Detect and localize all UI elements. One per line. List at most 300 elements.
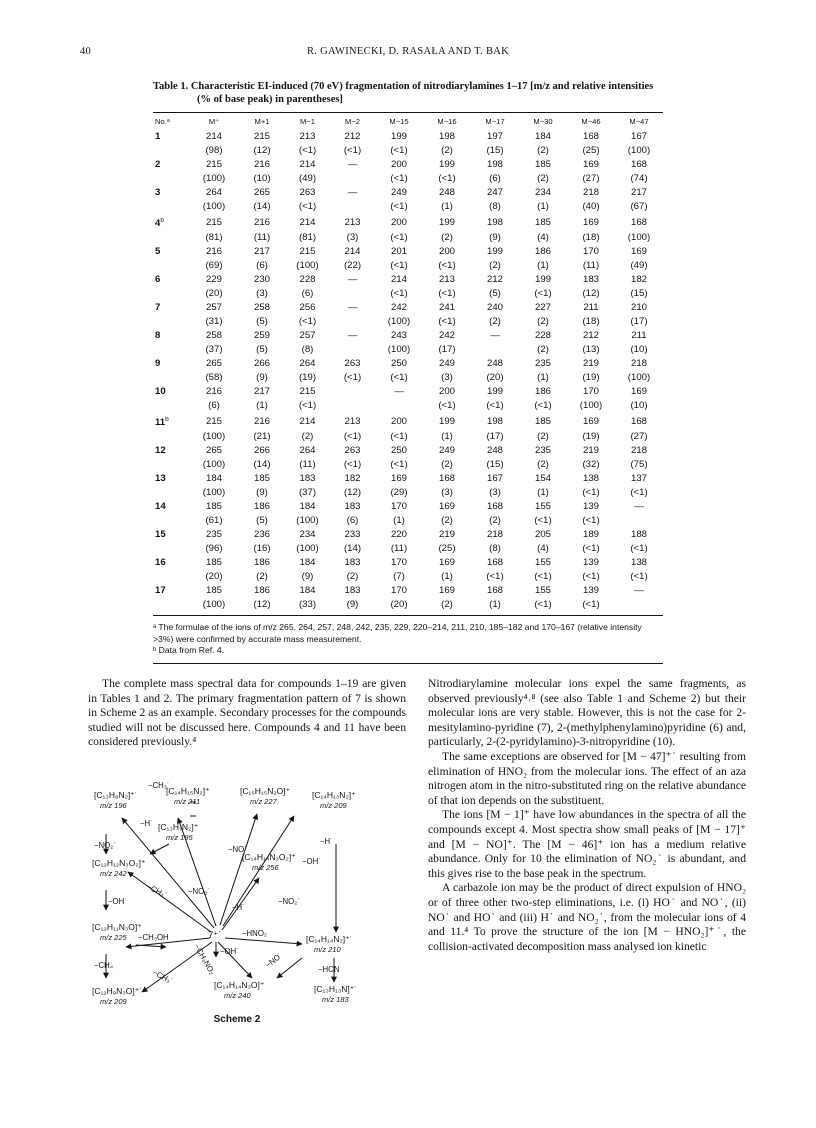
table-row bbox=[153, 385, 663, 399]
intensity-cell: (27) bbox=[630, 431, 648, 443]
table-row-intensity bbox=[153, 514, 663, 528]
mz-cell: 139 bbox=[582, 557, 599, 569]
mz-cell: 217 bbox=[253, 386, 270, 398]
compound-number: 11$^b$ bbox=[155, 416, 169, 429]
node-195-mz: m/z 195 bbox=[166, 833, 193, 842]
node-209-top-formula: [C₁₄H₁₃N₂]⁺ bbox=[312, 790, 356, 800]
mz-cell: 216 bbox=[253, 159, 270, 170]
mz-cell: 214 bbox=[390, 274, 407, 286]
loss-ch3-low: −CH₃˙ bbox=[151, 967, 175, 986]
intensity-cell: (<1) bbox=[343, 372, 362, 384]
table-row-intensity bbox=[153, 172, 663, 186]
mz-cell: 210 bbox=[630, 302, 647, 314]
mz-cell: 235 bbox=[205, 529, 222, 541]
node-183-formula: [C₁₃H₁₃N]⁺˙ bbox=[314, 984, 358, 994]
mz-cell: 168 bbox=[630, 159, 647, 170]
mz-cell: 189 bbox=[582, 529, 599, 541]
mz-cell: 170 bbox=[390, 585, 407, 597]
intensity-cell: (1) bbox=[441, 571, 453, 583]
mz-cell: 264 bbox=[299, 358, 316, 370]
compound-number: 13 bbox=[155, 473, 166, 485]
scheme-losses bbox=[94, 782, 339, 986]
table-row-intensity bbox=[153, 570, 663, 584]
intensity-cell: (25) bbox=[582, 145, 600, 156]
table-row bbox=[153, 186, 663, 200]
intensity-cell: (<1) bbox=[343, 145, 362, 156]
page-number: 40 bbox=[80, 46, 92, 57]
intensity-cell bbox=[471, 343, 519, 357]
intensity-cell: (100) bbox=[296, 260, 319, 272]
intensity-cell: (7) bbox=[393, 571, 405, 583]
table-row bbox=[153, 584, 663, 598]
intensity-cell: (74) bbox=[630, 173, 648, 184]
intensity-cell bbox=[375, 399, 423, 413]
mz-cell: 266 bbox=[253, 445, 270, 457]
intensity-cell: (1) bbox=[256, 400, 268, 412]
intensity-cell: (<1) bbox=[630, 571, 648, 583]
mz-cell: 137 bbox=[630, 473, 647, 485]
intensity-cell: (<1) bbox=[582, 515, 600, 527]
intensity-cell: (13) bbox=[582, 344, 600, 356]
column-header: M−46 bbox=[581, 117, 601, 126]
intensity-cell: (100) bbox=[202, 173, 226, 184]
empty-cell bbox=[153, 570, 189, 584]
mz-cell: 214 bbox=[299, 216, 316, 228]
mz-cell: 257 bbox=[299, 330, 316, 342]
mz-cell: 185 bbox=[205, 557, 222, 569]
running-head-authors: R. GAWINECKI, D. RASAŁA AND T. BAK bbox=[306, 46, 510, 57]
column-header: M+1 bbox=[254, 117, 270, 126]
mz-cell: 184 bbox=[299, 585, 316, 597]
mz-cell: 168 bbox=[486, 501, 503, 513]
mz-cell: 219 bbox=[582, 358, 599, 370]
mz-cell: 185 bbox=[534, 216, 551, 228]
intensity-cell: (14) bbox=[253, 201, 271, 212]
column-header: M−2 bbox=[345, 117, 360, 126]
mz-cell: 169 bbox=[582, 415, 599, 427]
mz-cell: 184 bbox=[299, 557, 316, 569]
loss-oh-right: −OH˙ bbox=[302, 857, 321, 866]
intensity-cell: (18) bbox=[582, 232, 600, 244]
table-row bbox=[153, 329, 663, 343]
intensity-cell: (3) bbox=[346, 232, 359, 244]
intensity-cell: (3) bbox=[256, 288, 268, 300]
intensity-cell: (10) bbox=[630, 344, 648, 356]
intensity-cell: (100) bbox=[296, 543, 319, 555]
intensity-cell bbox=[330, 399, 375, 413]
right-paragraph-2: The same exceptions are observed for [M − 47]⁺˙ resulting from elimination of HNO₂ from the molecular ions. The effect of an aza nitrogen atom in the nitro-substituted ring on the relative abundance of that ion depends on the substituent. bbox=[428, 749, 746, 807]
mz-cell: 230 bbox=[253, 274, 270, 286]
loss-no-low: −NO˙ bbox=[263, 950, 285, 970]
mz-cell: 228 bbox=[534, 330, 551, 342]
table-row-intensity bbox=[153, 343, 663, 357]
node-225-formula: [C₁₃H₁₁N₃O]⁺ bbox=[92, 922, 142, 932]
intensity-cell: (<1) bbox=[390, 201, 408, 212]
table-row-intensity bbox=[153, 287, 663, 301]
compound-number: 12 bbox=[155, 445, 166, 457]
empty-cell bbox=[153, 231, 189, 245]
empty-cell bbox=[153, 172, 189, 186]
intensity-cell: (11) bbox=[299, 459, 316, 471]
intensity-cell: (9) bbox=[256, 372, 268, 384]
intensity-cell: (58) bbox=[205, 372, 223, 384]
node-183-mz: m/z 183 bbox=[322, 995, 349, 1004]
right-column bbox=[428, 677, 746, 954]
mz-cell: 213 bbox=[438, 274, 455, 286]
intensity-cell: (<1) bbox=[534, 400, 552, 412]
loss-no2-b: −NO₂˙ bbox=[188, 887, 210, 896]
loss-ch3-mid: −CH₃˙ bbox=[145, 881, 169, 900]
right-paragraph-3: The ions [M − 1]⁺ have low abundances in the spectra of all the compounds except 4. Most spectra show small peaks of [M − 17]⁺ and [M − NO]⁺. The [M − 46]⁺ ion has a medium relative abundance. Only for 10 the elimination of NO₂˙ is abundant, and this gives rise to the base peak in the spectrum. bbox=[428, 808, 746, 880]
scheme-diagram bbox=[92, 782, 382, 1014]
intensity-cell: (<1) bbox=[438, 400, 456, 412]
intensity-cell: (2) bbox=[489, 260, 501, 272]
intensity-cell: (61) bbox=[205, 515, 223, 527]
compound-number: 14 bbox=[155, 501, 166, 513]
intensity-cell: (1) bbox=[537, 487, 549, 499]
loss-h-right: −H˙ bbox=[320, 837, 333, 846]
intensity-cell: (67) bbox=[630, 201, 648, 212]
mz-cell: 257 bbox=[205, 302, 222, 314]
mz-cell: 235 bbox=[534, 445, 551, 457]
mz-cell: 249 bbox=[438, 445, 455, 457]
footnote-a: ᵃ The formulae of the ions of m/z 265, 264, 257, 248, 242, 235, 229, 220–214, 211, 210, 185–182 and 170–167 (relative intensity >3%) were confirmed by accurate mass measurement. bbox=[153, 622, 642, 644]
node-210-formula: [C₁₄H₁₄N₂]⁺˙ bbox=[306, 934, 353, 944]
intensity-cell: (5) bbox=[256, 344, 268, 356]
mz-cell: 219 bbox=[582, 445, 599, 457]
node-256-formula: [C₁₄H₁₄N₃O₂]⁺ bbox=[242, 852, 296, 862]
intensity-cell: (81) bbox=[205, 232, 223, 244]
mz-cell: 250 bbox=[390, 358, 407, 370]
mz-cell: 184 bbox=[205, 473, 222, 485]
intensity-cell: (2) bbox=[489, 515, 501, 527]
intensity-cell: (4) bbox=[537, 232, 549, 244]
mz-cell: 212 bbox=[344, 131, 361, 142]
mz-cell: 218 bbox=[630, 358, 647, 370]
mz-cell: 248 bbox=[486, 445, 503, 457]
mz-cell: 186 bbox=[534, 386, 551, 398]
table-row bbox=[153, 357, 663, 371]
table-footnotes bbox=[153, 622, 663, 657]
intensity-cell: (14) bbox=[343, 543, 362, 555]
scheme-2 bbox=[92, 782, 382, 1025]
loss-ch3no2: −CH₃NO₂ bbox=[192, 942, 217, 977]
mz-cell: 248 bbox=[438, 187, 455, 198]
intensity-cell: (100) bbox=[202, 599, 226, 611]
mz-cell: 264 bbox=[299, 445, 316, 457]
table-caption: Table 1. Characteristic EI-induced (70 eV) fragmentation of nitrodiarylamines 1–17 [m/z and relative intensities (% of base peak) in parentheses] bbox=[153, 81, 654, 105]
mz-cell: 168 bbox=[630, 415, 647, 427]
node-227-mz: m/z 227 bbox=[250, 797, 277, 806]
mz-cell: 217 bbox=[253, 246, 270, 258]
intensity-cell: (<1) bbox=[390, 260, 408, 272]
intensity-cell: (1) bbox=[441, 431, 453, 443]
intensity-cell: (<1) bbox=[534, 515, 552, 527]
table-header-row bbox=[153, 113, 663, 130]
intensity-cell: (15) bbox=[486, 145, 504, 156]
mz-cell: 186 bbox=[253, 501, 270, 513]
mz-cell: 199 bbox=[390, 131, 407, 142]
intensity-cell: (40) bbox=[582, 201, 600, 212]
table-rule-bottom bbox=[153, 615, 663, 616]
empty-cell bbox=[153, 430, 189, 444]
mz-cell: 198 bbox=[486, 415, 503, 427]
table-row-intensity bbox=[153, 315, 663, 329]
intensity-cell: (49) bbox=[298, 173, 317, 184]
intensity-cell: (37) bbox=[298, 487, 317, 499]
mz-cell: 138 bbox=[630, 557, 647, 569]
mz-cell: 200 bbox=[390, 159, 407, 170]
node-209-top-mz: m/z 209 bbox=[320, 801, 347, 810]
mz-cell: 168 bbox=[582, 131, 599, 142]
node-211-mz: m/z 211 bbox=[174, 797, 201, 806]
intensity-cell: (20) bbox=[390, 599, 408, 611]
mz-cell: 218 bbox=[486, 529, 503, 541]
mz-cell: 211 bbox=[631, 330, 647, 342]
node-209-bottom-formula: [C₁₂H₉N₃O]⁺˙ bbox=[92, 986, 143, 996]
table-row bbox=[153, 273, 663, 287]
intensity-cell: (2) bbox=[441, 145, 453, 156]
mz-cell: 234 bbox=[534, 187, 551, 198]
intensity-cell: (<1) bbox=[343, 431, 362, 443]
loss-ch3oh: −CH₃OH bbox=[138, 933, 169, 942]
intensity-cell: (<1) bbox=[534, 571, 552, 583]
mz-cell: 258 bbox=[253, 302, 270, 314]
mz-cell: 250 bbox=[390, 445, 407, 457]
running-head bbox=[0, 46, 816, 62]
intensity-cell: (100) bbox=[202, 459, 226, 471]
intensity-cell: (20) bbox=[205, 288, 223, 300]
empty-cell bbox=[153, 486, 189, 500]
table-row-intensity bbox=[153, 200, 663, 214]
mz-cell: 168 bbox=[630, 216, 647, 228]
intensity-cell: (3) bbox=[441, 487, 453, 499]
mz-cell: 139 bbox=[582, 501, 599, 513]
mz-cell: — bbox=[347, 330, 358, 342]
mz-cell: 213 bbox=[344, 415, 361, 427]
footnote-b: ᵇ Data from Ref. 4. bbox=[153, 645, 225, 656]
empty-cell bbox=[153, 371, 189, 385]
intensity-cell: (100) bbox=[579, 400, 603, 412]
intensity-cell: (<1) bbox=[390, 232, 408, 244]
table-row bbox=[153, 444, 663, 458]
mz-cell: 170 bbox=[582, 386, 599, 398]
intensity-cell: (6) bbox=[208, 400, 220, 412]
intensity-cell: (12) bbox=[253, 599, 271, 611]
mz-cell: 249 bbox=[390, 187, 407, 198]
mz-cell: 155 bbox=[534, 501, 551, 513]
empty-cell bbox=[153, 315, 189, 329]
empty-cell bbox=[153, 259, 189, 273]
mz-cell: 200 bbox=[438, 246, 455, 258]
intensity-cell: (2) bbox=[346, 571, 359, 583]
intensity-cell: (3) bbox=[441, 372, 453, 384]
mz-cell: 215 bbox=[205, 216, 222, 228]
column-header: M−15 bbox=[389, 117, 409, 126]
mz-cell: 212 bbox=[582, 330, 599, 342]
intensity-cell: (<1) bbox=[390, 431, 408, 443]
node-195-formula: [C₁₃H₇N₂]⁺ bbox=[158, 822, 199, 832]
intensity-cell: (1) bbox=[441, 201, 453, 212]
mz-cell: 188 bbox=[630, 529, 647, 541]
intensity-cell: (<1) bbox=[534, 288, 552, 300]
table-1 bbox=[153, 80, 663, 664]
intensity-cell: (21) bbox=[253, 431, 271, 443]
left-column bbox=[88, 677, 406, 750]
mz-cell: 218 bbox=[630, 445, 647, 457]
intensity-cell: (<1) bbox=[582, 599, 600, 611]
intensity-cell: (<1) bbox=[390, 288, 408, 300]
intensity-cell: (15) bbox=[486, 459, 504, 471]
mz-cell: 201 bbox=[390, 246, 407, 258]
intensity-cell bbox=[330, 172, 375, 186]
table-row bbox=[153, 130, 663, 144]
mz-cell: 167 bbox=[630, 131, 647, 142]
intensity-cell: (5) bbox=[256, 515, 268, 527]
intensity-cell: (2) bbox=[537, 316, 549, 328]
intensity-cell: (<1) bbox=[390, 173, 408, 184]
table-row bbox=[153, 158, 663, 172]
node-210-mz: m/z 210 bbox=[314, 945, 341, 954]
mz-cell: 185 bbox=[534, 159, 551, 170]
mz-cell: 199 bbox=[486, 386, 503, 398]
mz-cell: 199 bbox=[438, 216, 455, 228]
mz-cell: 263 bbox=[299, 187, 316, 198]
intensity-cell: (20) bbox=[205, 571, 223, 583]
mz-cell: 216 bbox=[253, 415, 270, 427]
right-paragraph-1: Nitrodiarylamine molecular ions expel the same fragments, as observed previously⁴˒⁸ (see also Table 1 and Scheme 2) but their molecular ions are very stable. However, this is not the case for 2-mesitylamino-pyridine (7), 2-(methylphenylamino)pyridine (6) and, particularly, 2-(2-pyridylamino)-3-nitropyridine (10). bbox=[428, 677, 746, 749]
table-row-intensity bbox=[153, 231, 663, 245]
intensity-cell: (<1) bbox=[630, 487, 648, 499]
intensity-cell: (2) bbox=[301, 431, 314, 443]
mz-cell: — bbox=[347, 187, 358, 198]
table-row-intensity bbox=[153, 458, 663, 472]
mz-cell: 169 bbox=[390, 473, 407, 485]
fragmentation-table bbox=[153, 113, 663, 612]
intensity-cell: (100) bbox=[202, 201, 226, 212]
intensity-cell: (98) bbox=[205, 145, 223, 156]
empty-cell bbox=[153, 144, 189, 158]
loss-oh-left: −OH˙ bbox=[108, 897, 127, 906]
scheme-arrows bbox=[106, 814, 336, 992]
mz-cell: 263 bbox=[344, 445, 361, 457]
node-240-mz: m/z 240 bbox=[224, 991, 251, 1000]
intensity-cell: (6) bbox=[489, 173, 501, 184]
node-211-formula: [C₁₄H₁₅N₂]⁺ bbox=[166, 786, 210, 796]
intensity-cell: (<1) bbox=[582, 571, 600, 583]
loss-oh-low: −OH˙ bbox=[220, 947, 239, 956]
mz-cell: — bbox=[347, 274, 358, 286]
intensity-cell: (<1) bbox=[390, 372, 408, 384]
intensity-cell: (27) bbox=[582, 173, 600, 184]
scheme-caption: Scheme 2 bbox=[213, 1014, 261, 1025]
mz-cell: 236 bbox=[253, 529, 270, 541]
empty-cell bbox=[153, 542, 189, 556]
intensity-cell bbox=[330, 315, 375, 329]
intensity-cell: (100) bbox=[387, 316, 411, 328]
compound-number: 2 bbox=[155, 159, 161, 170]
mz-cell: 199 bbox=[438, 415, 455, 427]
intensity-cell: (19) bbox=[582, 372, 600, 384]
intensity-cell: (37) bbox=[205, 344, 223, 356]
intensity-cell: (32) bbox=[582, 459, 600, 471]
mz-cell: 170 bbox=[390, 557, 407, 569]
table-row-intensity bbox=[153, 430, 663, 444]
mz-cell: 233 bbox=[344, 529, 361, 541]
mz-cell: 169 bbox=[630, 246, 647, 258]
intensity-cell: (17) bbox=[438, 344, 456, 356]
mz-cell: 215 bbox=[205, 159, 222, 170]
mz-cell: 200 bbox=[390, 216, 407, 228]
mz-cell: 247 bbox=[486, 187, 503, 198]
intensity-cell: (5) bbox=[256, 316, 268, 328]
compound-number: 4$^b$ bbox=[155, 217, 164, 230]
intensity-cell: (<1) bbox=[534, 599, 552, 611]
mz-cell: 241 bbox=[438, 302, 455, 314]
intensity-cell: (<1) bbox=[486, 400, 504, 412]
compound-number: 7 bbox=[155, 302, 161, 314]
intensity-cell: (11) bbox=[390, 543, 408, 555]
loss-no2-a: −NO₂˙ bbox=[94, 841, 116, 850]
intensity-cell: (19) bbox=[298, 372, 317, 384]
table-row-intensity bbox=[153, 259, 663, 273]
intensity-cell: (81) bbox=[298, 232, 317, 244]
mz-cell: 214 bbox=[344, 246, 361, 258]
mz-cell: 249 bbox=[438, 358, 455, 370]
mz-cell: 235 bbox=[534, 358, 551, 370]
intensity-cell bbox=[615, 514, 663, 528]
mz-cell: 266 bbox=[253, 358, 270, 370]
mz-cell: 258 bbox=[205, 330, 222, 342]
mz-cell: 242 bbox=[438, 330, 455, 342]
intensity-cell: (9) bbox=[346, 599, 359, 611]
compound-number: 6 bbox=[155, 274, 161, 286]
mz-cell: — bbox=[394, 386, 404, 398]
mz-cell: 139 bbox=[582, 585, 599, 597]
intensity-cell: (<1) bbox=[486, 571, 504, 583]
node-209-bottom-mz: m/z 209 bbox=[100, 997, 127, 1006]
mz-cell: 167 bbox=[486, 473, 503, 485]
intensity-cell: (12) bbox=[582, 288, 600, 300]
intensity-cell: (100) bbox=[627, 145, 651, 156]
mz-cell: 256 bbox=[299, 302, 316, 314]
mz-cell: 216 bbox=[205, 246, 222, 258]
empty-cell bbox=[153, 598, 189, 612]
node-196-mz: m/z 196 bbox=[100, 801, 127, 810]
mz-cell: 169 bbox=[582, 159, 599, 170]
intensity-cell: (<1) bbox=[298, 316, 317, 328]
intensity-cell: (<1) bbox=[343, 459, 362, 471]
node-256-mz: m/z 256 bbox=[252, 863, 279, 872]
mz-cell: 265 bbox=[205, 358, 222, 370]
intensity-cell: (6) bbox=[346, 515, 359, 527]
mz-cell: 186 bbox=[253, 557, 270, 569]
intensity-cell: (2) bbox=[537, 173, 549, 184]
column-header: M−47 bbox=[629, 117, 649, 126]
mz-cell: 183 bbox=[344, 501, 361, 513]
intensity-cell: (75) bbox=[630, 459, 648, 471]
empty-cell bbox=[153, 514, 189, 528]
mz-cell: 198 bbox=[438, 131, 455, 142]
intensity-cell: (29) bbox=[390, 487, 408, 499]
intensity-cell: (2) bbox=[537, 344, 549, 356]
compound-number: 8 bbox=[155, 330, 161, 342]
intensity-cell: (1) bbox=[489, 599, 501, 611]
compound-number: 9 bbox=[155, 358, 161, 370]
column-header: M⁺ bbox=[208, 117, 220, 126]
mz-cell: 168 bbox=[486, 557, 503, 569]
table-row bbox=[153, 245, 663, 259]
